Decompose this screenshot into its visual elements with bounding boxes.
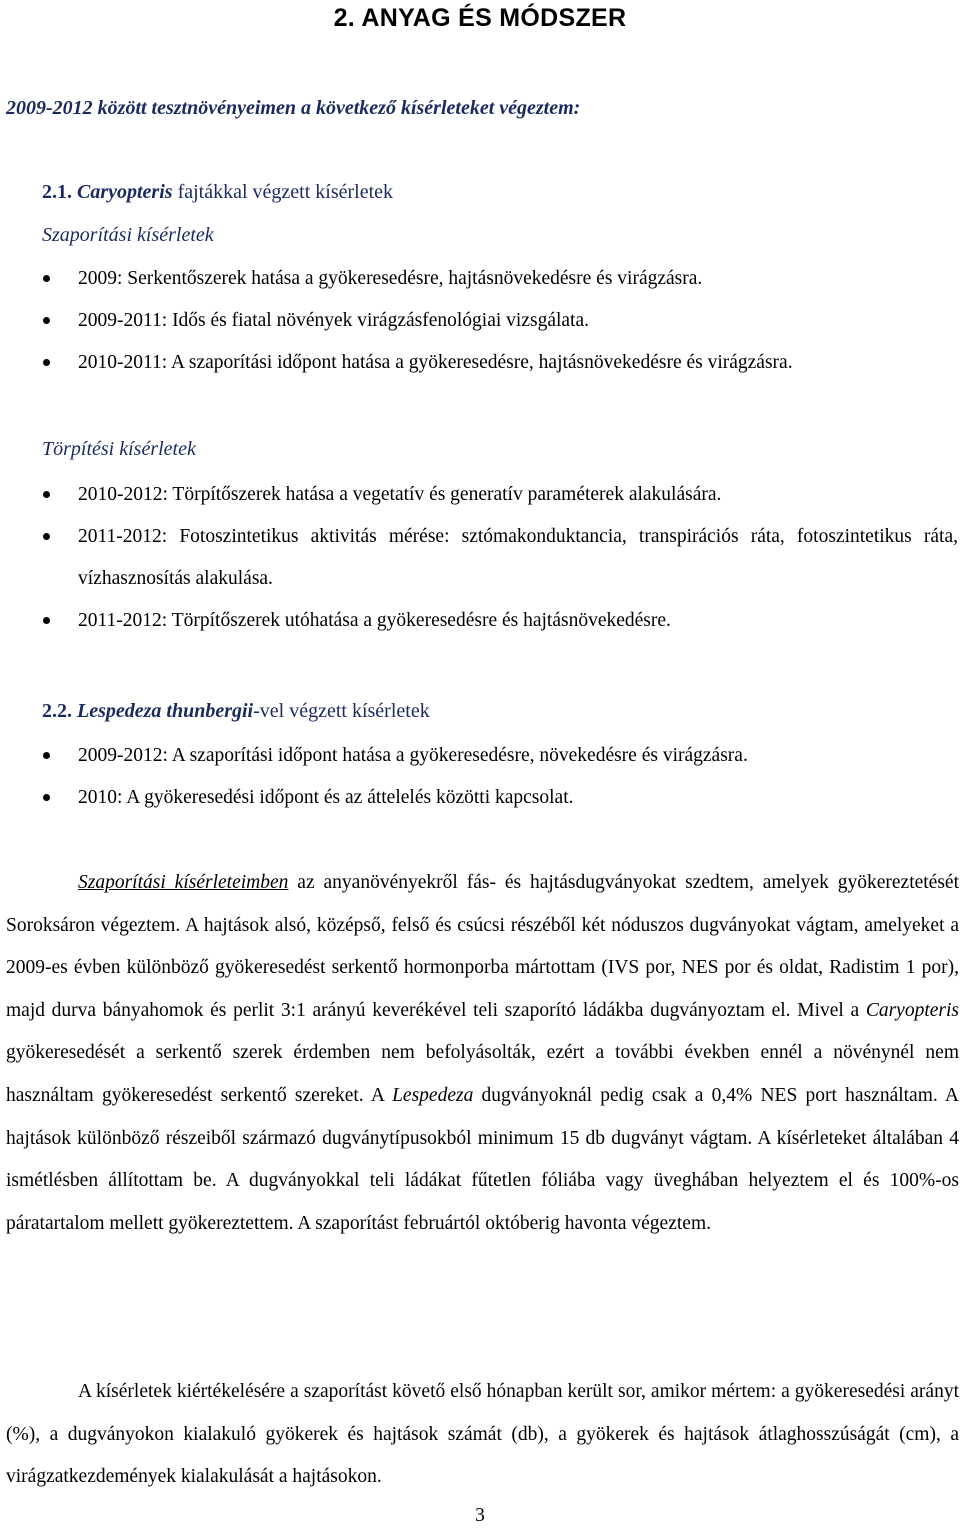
list-item: [0, 777, 960, 819]
page-number: 3: [475, 1505, 485, 1526]
subsection-label-propagation: Szaporítási kísérletek: [42, 224, 214, 246]
list-item-text: 2009: Serkentőszerek hatása a gyökeresedésre, hajtásnövekedésre és virágzásra.: [78, 268, 703, 289]
section-number: 2.1.: [42, 181, 72, 203]
list-item-text: 2009-2011: Idős és fiatal növények virágzásfenológiai vizsgálata.: [78, 310, 589, 331]
chapter-heading: 2. ANYAG ÉS MÓDSZER: [333, 4, 627, 32]
section-2-2-heading: [42, 700, 430, 723]
list-item: [0, 258, 960, 300]
list-item-text: 2010-2012: Törpítőszerek hatása a vegetatív és generatív paraméterek alakulására.: [78, 484, 722, 505]
paragraph-text: dugványoknál pedig csak a 0,4% NES port használtam. A hajtások különböző részeiből származó dugványtípusokból minimum 15 db dugványt vágtam. A kísérleteket általában 4 ismétlésben állítottam be. A dugványokkal teli ládákat fűtetlen fóliába vagy üveghában helyeztem el és 100%-os páratartalom mellett gyökereztettem. A szaporítást februártól októberig havonta végeztem.: [6, 1084, 959, 1234]
dwarfing-list: [0, 474, 960, 642]
bullet-icon: [43, 617, 50, 624]
list-item-text: 2011-2012: Törpítőszerek utóhatása a gyökeresedésre és hajtásnövekedésre.: [78, 610, 671, 631]
section-heading-rest: -vel végzett kísérletek: [253, 700, 430, 722]
propagation-list: [0, 258, 960, 384]
list-item-text: 2010: A gyökeresedési időpont és az áttelelés közötti kapcsolat.: [78, 787, 574, 808]
list-item: [0, 600, 960, 642]
list-item: [0, 300, 960, 342]
section-number: 2.2.: [42, 700, 72, 722]
bullet-icon: [43, 752, 50, 759]
section-heading-rest: fajtákkal végzett kísérletek: [172, 181, 394, 203]
bullet-icon: [43, 275, 50, 282]
list-item-text: 2009-2012: A szaporítási időpont hatása a gyökeresedésre, növekedésre és virágzásra.: [78, 745, 748, 766]
species-name: Lespedeza thunbergii: [77, 700, 254, 722]
genus-italic: Caryopteris: [865, 999, 959, 1021]
genus-italic: Lespedeza: [392, 1084, 474, 1106]
section-2-1-heading: [42, 181, 393, 204]
lespedeza-list: [0, 735, 960, 819]
bullet-icon: [43, 317, 50, 324]
list-item-text: 2011-2012: Fotoszintetikus aktivitás mérése: sztómakonduktancia, transpirációs ráta, fotoszintetikus ráta, vízhasznosítás alakulása.: [78, 526, 958, 589]
list-item: [0, 342, 960, 384]
list-item: [0, 474, 960, 516]
paragraph-text: gyökeresedését a serkentő szerek érdemben nem befolyásolták, ezért a további években ennél a növénynél nem használtam gyökeresedést serkentő szereket. A: [6, 1042, 959, 1106]
bullet-icon: [43, 491, 50, 498]
genus-name: Caryopteris: [77, 181, 173, 203]
paragraph-text: az anyanövényekről fás- és hajtásdugványokat szedtem, amelyek gyökereztetését Soroksáron végeztem. A hajtások alsó, középső, felső és csúcsi részéből két nóduszos dugványokat vágtam, amelyeket a 2009-es évben különböző gyökeresedést serkentő hormonporba mártottam (IVS por, NES por és oldat, Radistim 1 por), majd durva bányahomok és perlit 3:1 arányú keverékével teli szaporító ládákba dugványoztam el. Mivel a: [6, 872, 959, 1021]
list-item-text: 2010-2011: A szaporítási időpont hatása a gyökeresedésre, hajtásnövekedésre és virágzásra.: [78, 352, 793, 373]
bullet-icon: [43, 359, 50, 366]
bullet-icon: [43, 533, 50, 540]
subsection-label-dwarfing: Törpítési kísérletek: [42, 438, 196, 460]
underlined-phrase: Szaporítási kísérleteimben: [78, 872, 289, 893]
methods-paragraph-2: A kísérletek kiértékelésére a szaporítást követő első hónapban került sor, amikor mértem: a gyökeresedési arányt (%), a dugványokon kialakuló gyökerek és hajtások számát (db), a gyökerek és hajtások átlaghosszúságát (cm), a virágzatkezdemények kialakulását a hajtásokon.: [6, 1381, 959, 1488]
list-item: [0, 735, 960, 777]
bullet-icon: [43, 794, 50, 801]
intro-line: 2009-2012 között tesztnövényeimen a következő kísérleteket végeztem:: [6, 97, 581, 119]
methods-paragraph-1: [6, 862, 959, 1245]
list-item: [0, 516, 960, 600]
